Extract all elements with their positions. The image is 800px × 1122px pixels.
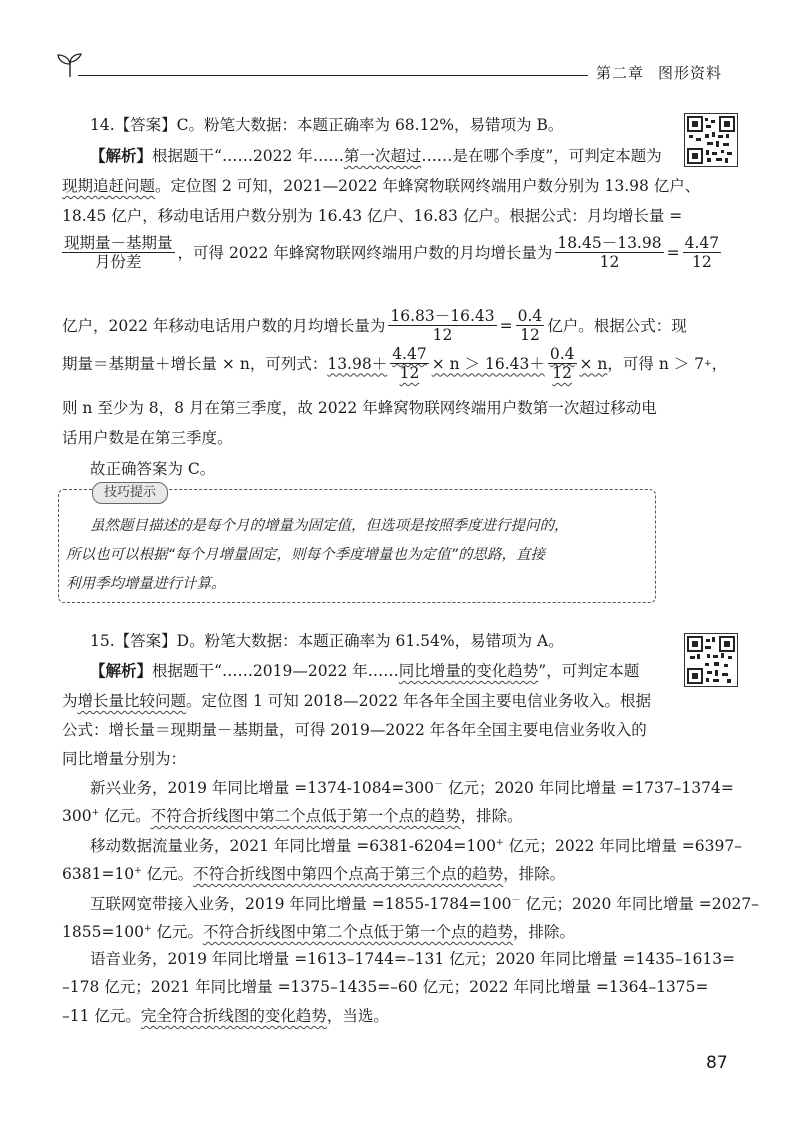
text: 亿元。: [99, 807, 151, 826]
q14-analysis-line-3: 18.45 亿户，移动电话用户数分别为 16.43 亿户、16.83 亿户。根据公式：月均增长量 =: [62, 207, 683, 225]
fraction: [516, 307, 545, 344]
fraction: [683, 234, 722, 271]
analysis-label: 【解析】: [90, 146, 153, 165]
q15-voice-line-2: –178 亿元；2021 年同比增量 =1375–1435=–60 亿元；2022 年同比增量 =1364–1375=: [62, 978, 709, 996]
fraction: [548, 345, 577, 382]
text: × n ＞ 16.43＋: [431, 354, 545, 373]
keyword: 完全符合折线图的变化趋势: [140, 1007, 327, 1025]
q15-mobile-line-1: [90, 833, 742, 856]
text: × n: [579, 354, 608, 373]
fraction: [388, 307, 496, 344]
numerator: 4.47: [684, 234, 720, 252]
q15-voice-line-1: 语音业务，2019 年同比增量 =1613–1744=–131 亿元；2020 年同比增量 =1435–1613=: [90, 950, 736, 968]
header-rule: [78, 75, 588, 76]
text: 移动数据流量业务，2021 年同比增量 =6381-6204=100: [90, 837, 496, 856]
equals: =: [666, 243, 680, 262]
text: 亿户，2022 年移动电话用户数的月均增长量为: [62, 316, 386, 335]
text: 1855=100: [62, 923, 145, 942]
q14-analysis-line-8: 话用户数是在第三季度。: [62, 429, 233, 447]
denominator: 12: [552, 364, 573, 382]
q14-analysis-line-1: [62, 146, 662, 166]
superscript: +: [496, 838, 504, 848]
superscript: +: [144, 924, 152, 934]
text: 期量＝基期量＋增长量 × n，可列式：: [62, 354, 328, 373]
fraction: [62, 234, 175, 271]
q15-analysis-line-4: 同比增量分别为：: [62, 750, 187, 768]
superscript: +: [704, 358, 712, 369]
q14-answer-line: 14.【答案】C。粉笔大数据：本题正确率为 68.12%，易错项为 B。: [90, 116, 564, 134]
q15-analysis-line-1: [62, 661, 639, 681]
text: 13.98＋: [327, 354, 388, 373]
text: ，可得 2022 年蜂窝物联网终端用户数的月均增长量为: [177, 243, 553, 262]
qr-code-icon[interactable]: [684, 633, 738, 687]
fraction: [390, 345, 429, 382]
superscript: －: [434, 780, 444, 790]
page-number: 87: [706, 1053, 728, 1073]
keyword: 不符合折线图中第二个点低于第一个点的趋势: [150, 807, 461, 826]
chapter-label: 第二章: [596, 64, 645, 82]
text: ，: [711, 354, 728, 373]
chapter-heading: [596, 62, 722, 83]
text: 互联网宽带接入业务，2019 年同比增量 =1855-1784=100: [90, 895, 512, 914]
keyword: 不符合折线图中第二个点低于第一个点的趋势: [203, 923, 514, 942]
text: 根据题干“……2019—2022 年……: [152, 662, 399, 680]
denominator: 12: [399, 364, 420, 382]
q15-broadband-line-2: [62, 919, 575, 942]
q15-mobile-line-2: [62, 861, 565, 884]
q15-emerging-line-1: [90, 775, 734, 798]
q15-emerging-line-2: [62, 803, 523, 826]
q14-analysis-line-7: 则 n 至少为 8，8 月在第三季度，故 2022 年蜂窝物联网终端用户数第一次超过移动电: [62, 399, 657, 417]
text: 6381=10: [62, 865, 135, 884]
superscript: －: [511, 896, 521, 906]
q15-analysis-line-2: [62, 691, 651, 711]
text: 亿元。: [141, 865, 194, 884]
numerator: 16.83－16.43: [390, 307, 495, 325]
text: ，可得 n ＞ 7: [607, 354, 705, 373]
denominator: 12: [520, 326, 540, 344]
keyword: 同比增量的变化趋势: [398, 662, 539, 680]
fraction: [555, 234, 663, 271]
text: 亿元；2022 年同比增量 =6397–: [503, 837, 742, 856]
text: 300: [62, 807, 92, 826]
denominator: 12: [599, 253, 620, 271]
numerator: 4.47: [392, 345, 427, 363]
tip-line-3: 利用季均增量进行计算。: [66, 576, 226, 592]
text: ，当选。: [326, 1007, 389, 1025]
q14-formula-line-2: [62, 307, 687, 344]
keyword: 第一次超过: [343, 147, 422, 165]
text: ，排除。: [460, 807, 523, 826]
text: ，排除。: [503, 865, 566, 884]
text: –11 亿元。: [62, 1007, 141, 1025]
analysis-label: 【解析】: [90, 661, 153, 680]
tip-tag: 技巧提示: [92, 482, 168, 504]
q15-analysis-line-3: 公式：增长量＝现期量－基期量，可得 2019—2022 年各年全国主要电信业务收入的: [62, 721, 647, 739]
q14-conclusion: 故正确答案为 C。: [90, 460, 216, 478]
denominator: 12: [691, 253, 712, 271]
section-label: 图形资料: [658, 64, 723, 82]
tip-line-2: 所以也可以根据“每个月增量固定，则每个季度增量也为定值”的思路，直接: [66, 547, 546, 563]
qr-code-icon[interactable]: [684, 113, 738, 167]
denominator: 12: [432, 326, 453, 344]
keyword: 不符合折线图中第四个点高于第三个点的趋势: [193, 865, 504, 884]
text: 为: [62, 692, 78, 710]
q15-voice-line-3: [62, 1006, 389, 1026]
denominator: 月份差: [95, 253, 142, 271]
text: 亿元；2020 年同比增量 =2027–: [520, 895, 759, 914]
q14-analysis-line-2: [62, 176, 700, 196]
equals: =: [499, 316, 513, 335]
tip-line-1: 虽然题目描述的是每个月的增量为固定值，但选项是按照季度进行提问的，: [90, 518, 569, 534]
inequality: [327, 345, 607, 382]
numerator: 0.4: [549, 345, 575, 363]
numerator: 0.4: [517, 307, 543, 325]
superscript: +: [134, 866, 142, 876]
text: 新兴业务，2019 年同比增量 =1374-1084=300: [90, 779, 434, 798]
text: 亿元；2020 年同比增量 =1737–1374=: [443, 779, 734, 798]
numerator: 18.45－13.98: [557, 234, 662, 252]
text: ，排除。: [513, 923, 576, 942]
q15-answer-line: 15.【答案】D。粉笔大数据：本题正确率为 61.54%，易错项为 A。: [90, 632, 564, 650]
text: 。定位图 1 可知 2018—2022 年各年全国主要电信业务收入。根据: [186, 692, 651, 710]
text: ”，可判定本题: [538, 662, 640, 680]
superscript: +: [91, 808, 100, 818]
text: 亿户。根据公式：现: [547, 316, 687, 335]
text: 亿元。: [151, 923, 204, 942]
text: 根据题干“……2022 年……: [152, 147, 344, 165]
q14-inequality-line: [62, 345, 727, 382]
text: 。定位图 2 可知，2021—2022 年蜂窝物联网终端用户数分别为 13.98 亿户、: [155, 177, 701, 195]
keyword: 现期追赶问题: [62, 177, 156, 195]
q15-broadband-line-1: [90, 891, 759, 914]
numerator: 现期量－基期量: [64, 234, 173, 252]
q14-formula-line-1: [62, 234, 724, 271]
keyword: 增长量比较问题: [77, 692, 187, 710]
text: ……是在哪个季度”，可判定本题为: [421, 147, 662, 165]
